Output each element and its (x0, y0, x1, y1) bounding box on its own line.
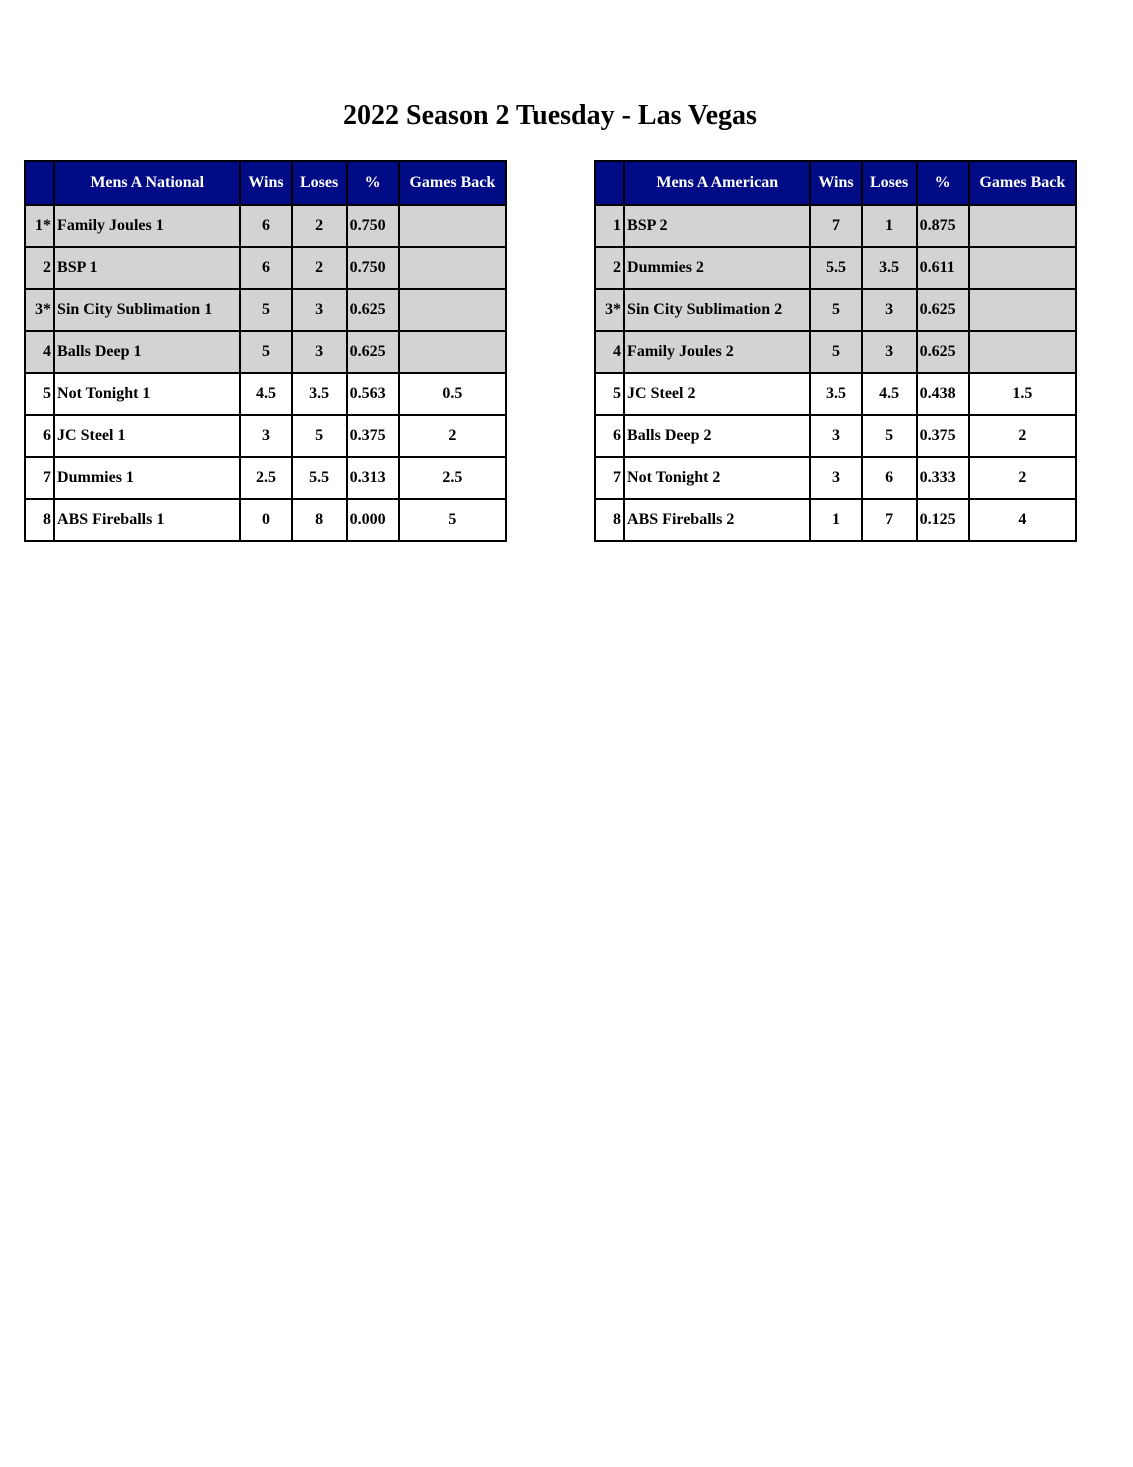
team-name-cell: BSP 2 (624, 205, 810, 247)
games-back-cell: 4 (969, 499, 1076, 541)
rank-cell: 7 (595, 457, 624, 499)
pct-header: % (347, 161, 399, 205)
pct-cell: 0.333 (917, 457, 969, 499)
loses-cell: 5 (862, 415, 917, 457)
loses-cell: 5 (292, 415, 347, 457)
wins-cell: 3 (810, 457, 861, 499)
wins-cell: 0 (240, 499, 291, 541)
wins-header: Wins (240, 161, 291, 205)
table-row (25, 457, 506, 499)
table-row (25, 289, 506, 331)
rank-cell: 1 (595, 205, 624, 247)
table-row (595, 415, 1076, 457)
table-row (25, 373, 506, 415)
loses-cell: 8 (292, 499, 347, 541)
wins-cell: 5 (810, 331, 861, 373)
games-back-cell (399, 289, 506, 331)
table-row (595, 331, 1076, 373)
rank-cell: 7 (25, 457, 54, 499)
loses-cell: 3.5 (292, 373, 347, 415)
wins-cell: 5 (240, 331, 291, 373)
team-name-cell: ABS Fireballs 2 (624, 499, 810, 541)
games-back-cell (969, 331, 1076, 373)
rank-cell: 8 (595, 499, 624, 541)
pct-cell: 0.563 (347, 373, 399, 415)
team-name-cell: Dummies 2 (624, 247, 810, 289)
wins-cell: 5.5 (810, 247, 861, 289)
rank-cell: 6 (595, 415, 624, 457)
pct-cell: 0.313 (347, 457, 399, 499)
table-header-row (25, 161, 506, 205)
table-row (595, 499, 1076, 541)
wins-cell: 7 (810, 205, 861, 247)
team-name-cell: Sin City Sublimation 1 (54, 289, 240, 331)
loses-cell: 2 (292, 205, 347, 247)
wins-cell: 5 (240, 289, 291, 331)
games-back-cell: 2 (969, 415, 1076, 457)
rank-cell: 2 (595, 247, 624, 289)
team-name-cell: Not Tonight 1 (54, 373, 240, 415)
games-back-cell (399, 247, 506, 289)
wins-cell: 6 (240, 205, 291, 247)
rank-cell: 6 (25, 415, 54, 457)
games-back-cell: 0.5 (399, 373, 506, 415)
rank-cell: 8 (25, 499, 54, 541)
wins-cell: 5 (810, 289, 861, 331)
team-name-cell: Sin City Sublimation 2 (624, 289, 810, 331)
table-row (25, 331, 506, 373)
standings-table-american (594, 160, 1077, 542)
table-row (595, 289, 1076, 331)
loses-header: Loses (862, 161, 917, 205)
loses-cell: 4.5 (862, 373, 917, 415)
wins-cell: 3.5 (810, 373, 861, 415)
rank-cell: 5 (25, 373, 54, 415)
loses-cell: 6 (862, 457, 917, 499)
table-header-row (595, 161, 1076, 205)
games-back-cell: 5 (399, 499, 506, 541)
table-row (25, 247, 506, 289)
pct-cell: 0.375 (347, 415, 399, 457)
loses-cell: 5.5 (292, 457, 347, 499)
rank-cell: 5 (595, 373, 624, 415)
table-row (25, 205, 506, 247)
wins-cell: 4.5 (240, 373, 291, 415)
games-back-cell (399, 205, 506, 247)
table-row (595, 205, 1076, 247)
rank-header (25, 161, 54, 205)
rank-cell: 4 (595, 331, 624, 373)
team-name-cell: Family Joules 2 (624, 331, 810, 373)
pct-cell: 0.625 (917, 331, 969, 373)
pct-header: % (917, 161, 969, 205)
games-back-cell: 1.5 (969, 373, 1076, 415)
rank-cell: 2 (25, 247, 54, 289)
team-name-cell: Balls Deep 2 (624, 415, 810, 457)
wins-cell: 3 (240, 415, 291, 457)
team-name-cell: BSP 1 (54, 247, 240, 289)
team-name-cell: Balls Deep 1 (54, 331, 240, 373)
loses-header: Loses (292, 161, 347, 205)
games-back-cell (969, 289, 1076, 331)
team-name-cell: Not Tonight 2 (624, 457, 810, 499)
loses-cell: 3 (292, 331, 347, 373)
rank-header (595, 161, 624, 205)
games-back-header: Games Back (399, 161, 506, 205)
rank-cell: 3* (25, 289, 54, 331)
loses-cell: 2 (292, 247, 347, 289)
loses-cell: 3.5 (862, 247, 917, 289)
games-back-cell: 2 (969, 457, 1076, 499)
wins-header: Wins (810, 161, 861, 205)
games-back-cell (969, 205, 1076, 247)
pct-cell: 0.438 (917, 373, 969, 415)
loses-cell: 1 (862, 205, 917, 247)
rank-cell: 1* (25, 205, 54, 247)
division-header: Mens A National (54, 161, 240, 205)
team-name-cell: ABS Fireballs 1 (54, 499, 240, 541)
games-back-cell: 2 (399, 415, 506, 457)
rank-cell: 4 (25, 331, 54, 373)
pct-cell: 0.625 (347, 331, 399, 373)
loses-cell: 3 (862, 289, 917, 331)
pct-cell: 0.750 (347, 205, 399, 247)
table-row (25, 499, 506, 541)
pct-cell: 0.875 (917, 205, 969, 247)
pct-cell: 0.750 (347, 247, 399, 289)
page-title: 2022 Season 2 Tuesday - Las Vegas (343, 100, 757, 131)
team-name-cell: Dummies 1 (54, 457, 240, 499)
loses-cell: 7 (862, 499, 917, 541)
wins-cell: 1 (810, 499, 861, 541)
division-header: Mens A American (624, 161, 810, 205)
pct-cell: 0.000 (347, 499, 399, 541)
games-back-cell (399, 331, 506, 373)
games-back-header: Games Back (969, 161, 1076, 205)
wins-cell: 2.5 (240, 457, 291, 499)
team-name-cell: JC Steel 2 (624, 373, 810, 415)
loses-cell: 3 (862, 331, 917, 373)
wins-cell: 6 (240, 247, 291, 289)
pct-cell: 0.611 (917, 247, 969, 289)
games-back-cell: 2.5 (399, 457, 506, 499)
games-back-cell (969, 247, 1076, 289)
table-row (25, 415, 506, 457)
team-name-cell: Family Joules 1 (54, 205, 240, 247)
table-row (595, 457, 1076, 499)
team-name-cell: JC Steel 1 (54, 415, 240, 457)
pct-cell: 0.125 (917, 499, 969, 541)
pct-cell: 0.375 (917, 415, 969, 457)
table-row (595, 373, 1076, 415)
table-row (595, 247, 1076, 289)
pct-cell: 0.625 (347, 289, 399, 331)
loses-cell: 3 (292, 289, 347, 331)
standings-table-national (24, 160, 507, 542)
wins-cell: 3 (810, 415, 861, 457)
rank-cell: 3* (595, 289, 624, 331)
pct-cell: 0.625 (917, 289, 969, 331)
